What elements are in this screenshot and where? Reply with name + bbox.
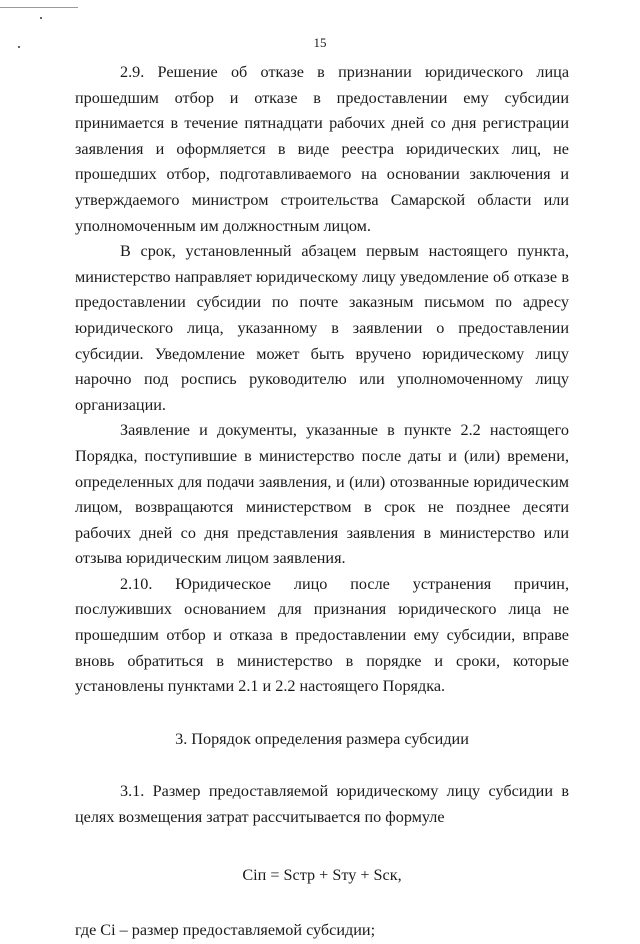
paragraph-notice: В срок, установленный абзацем первым настоящего пункта, министерство направляет юридическому лицу уведомление об отказе в предоставлении субсидии по почте заказным письмом по адресу юридического лица, указанному в заявлении о предоставлении субсидии. Уведомление может быть вручено юридическому лицу нарочно под роспись руководителю или уполномоченному лицу организации.: [75, 242, 569, 414]
paragraph-2-9: 2.9. Решение об отказе в признании юридического лица прошедшим отбор и отказе в предоставлении ему субсидии принимается в течение пятнадцати рабочих дней со дня регистрации заявления и оформляется в виде реестра юридических лиц, не прошедших отбор, подготавливаемого на основании заключения и утверждаемого министром строительства Самарской области или уполномоченным им должностным лицом.: [75, 63, 569, 235]
paragraph-3-1: 3.1. Размер предоставляемой юридическому лицу субсидии в целях возмещения затрат рассчитывается по формуле: [75, 782, 569, 827]
paragraph-2-10: 2.10. Юридическое лицо после устранения причин, послуживших основанием для признания юридического лица не прошедшим отбор и отказа в предоставлении ему субсидии, вправе вновь обратиться в министерство в порядке и сроки, которые установлены пунктами 2.1 и 2.2 настоящего Порядка.: [75, 574, 569, 696]
paragraph-documents-return: Заявление и документы, указанные в пункте 2.2 настоящего Порядка, поступившие в министерство после даты и (или) времени, определенных для подачи заявления, и (или) отозванные юридическим лицом, возвращаются министерством в срок не позднее десяти рабочих дней со дня представления заявления в министерство или отзыва юридическим лицом заявления.: [75, 421, 569, 568]
scan-edge-line: [0, 7, 78, 8]
scan-speck: [40, 17, 42, 19]
section-heading: 3. Порядок определения размера субсидии: [175, 729, 469, 748]
formula-definition: где Сi – размер предоставляемой субсидии;: [75, 921, 376, 940]
subsidy-formula: Сiп = Sстр + Sту + Sск,: [242, 865, 402, 884]
document-body: [75, 60, 569, 944]
page-number: 15: [313, 35, 327, 50]
